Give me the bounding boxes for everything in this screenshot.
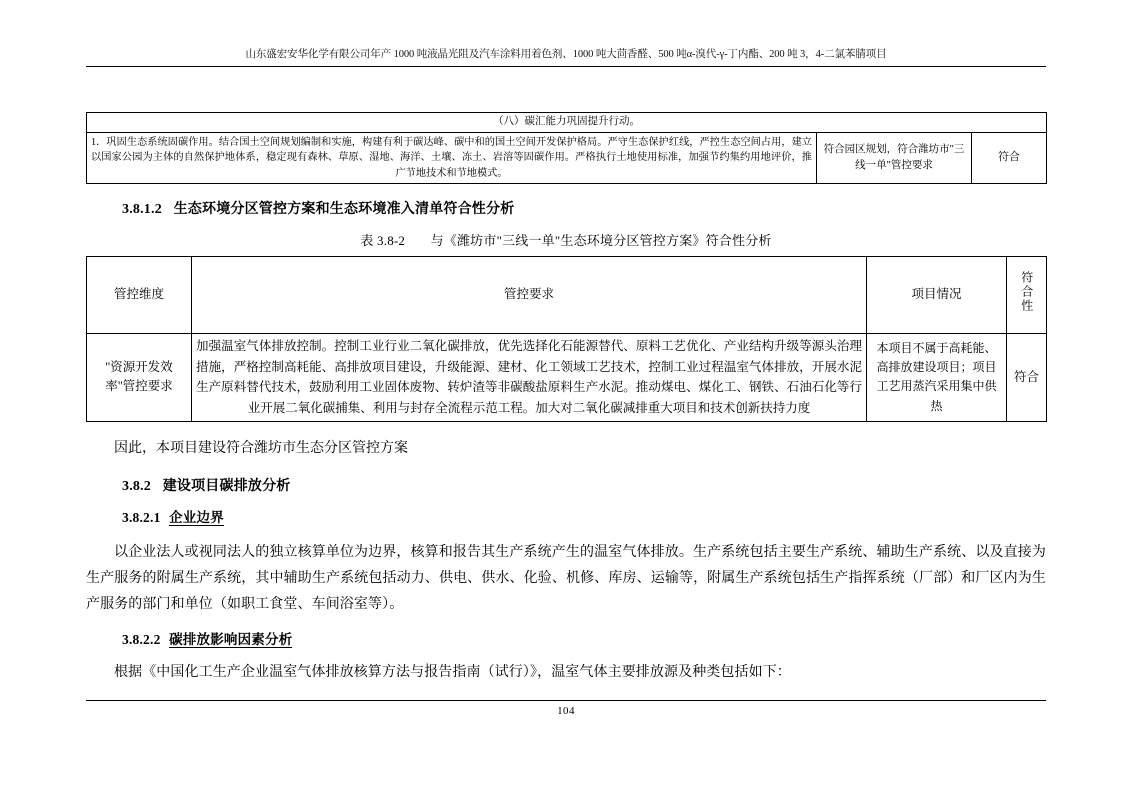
heading-3-8-2-2-title: 碳排放影响因素分析 — [169, 631, 293, 647]
carbon-sink-compliance-cell: 符合 — [972, 132, 1047, 183]
conclusion-paragraph: 因此，本项目建设符合潍坊市生态分区管控方案 — [114, 440, 408, 456]
row-project-cell: 本项目不属于高耗能、高排放建设项目；项目工艺用蒸汽采用集中供热 — [867, 334, 1007, 422]
heading-3-8-2 — [86, 477, 1046, 497]
table-3-8-2-caption — [86, 230, 1046, 249]
carbon-sink-project-cell: 符合园区规划，符合潍坊市"三线一单"管控要求 — [817, 132, 972, 183]
heading-3-8-2-1-number: 3.8.2.1 — [122, 510, 161, 526]
row-compliance-cell: 符合 — [1007, 334, 1047, 422]
heading-3-8-2-1 — [86, 509, 1046, 528]
table-row — [87, 132, 1047, 183]
heading-3-8-2-title: 建设项目碳排放分析 — [162, 478, 291, 494]
table-3-8-2-caption-label: 表 3.8-2 — [360, 233, 406, 249]
heading-3-8-1-2-title: 生态环境分区管控方案和生态环境准入清单符合性分析 — [173, 201, 515, 217]
heading-3-8-2-number: 3.8.2 — [122, 478, 151, 494]
footer-divider — [86, 700, 1046, 701]
heading-3-8-1-2-number: 3.8.1.2 — [122, 201, 162, 217]
heading-3-8-1-2 — [86, 200, 1046, 220]
heading-3-8-2-2 — [86, 631, 1046, 650]
column-header-compliance-text: 符合性 — [1019, 271, 1034, 314]
column-header-requirement: 管控要求 — [192, 257, 867, 334]
column-header-compliance — [1007, 257, 1047, 334]
paragraph-enterprise-boundary: 以企业法人或视同法人的独立核算单位为边界，核算和报告其生产系统产生的温室气体排放。生产系统包括主要生产系统、辅助生产系统、以及直接为生产服务的附属生产系统，其中辅助生产系统包括动力、供电、供水、化验、机修、库房、运输等，附属生产系统包括生产指挥系统（厂部）和厂区内为生产服务的部门和单位（如职工食堂、车间浴室等）。 — [86, 545, 1046, 613]
page-footer — [86, 700, 1046, 717]
column-header-project: 项目情况 — [867, 257, 1007, 334]
row-requirement-cell: 加强温室气体排放控制。控制工业行业二氧化碳排放，优先选择化石能源替代、原料工艺优化、产业结构升级等源头治理措施，严格控制高耗能、高排放项目建设，升级能源、建材、化工领域工艺技术，控制工业过程温室气体排放，开展水泥生产原料替代技术，鼓励利用工业固体废物、转炉渣等非碳酸盐原料生产水泥。推动煤电、煤化工、钢铁、石油石化等行业开展二氧化碳捕集、利用与封存全流程示范工程。加大对二氧化碳减排重大项目和技术创新扶持力度 — [192, 334, 867, 422]
column-header-dimension: 管控维度 — [87, 257, 192, 334]
page-number: 104 — [557, 705, 575, 717]
heading-3-8-2-1-title: 企业边界 — [169, 510, 224, 526]
table-3-8-2 — [86, 256, 1047, 421]
heading-3-8-2-2-number: 3.8.2.2 — [122, 631, 161, 647]
page-content — [86, 112, 1046, 686]
table-row — [87, 334, 1047, 422]
header-divider — [86, 66, 1046, 67]
running-header-text: 山东盛宏安华化学有限公司年产 1000 吨液晶光阻及汽车涂料用着色剂、1000 吨大茴香醛、500 吨α-溴代-γ-丁内酯、200 吨 3，4-二氯苯腈项目 — [245, 49, 887, 60]
row-dimension-cell: "资源开发效率"管控要求 — [87, 334, 192, 422]
carbon-sink-header-cell: （八）碳汇能力巩固提升行动。 — [87, 113, 1047, 133]
table-3-8-2-caption-title: 与《潍坊市"三线一单"生态环境分区管控方案》符合性分析 — [430, 233, 772, 249]
table-header-row — [87, 257, 1047, 334]
carbon-sink-requirement-cell: 1．巩固生态系统固碳作用。结合国土空间规划编制和实施，构建有利于碳达峰、碳中和的国土空间开发保护格局。严守生态保护红线，严控生态空间占用，建立以国家公园为主体的自然保护地体系，稳定现有森林、草原、湿地、海洋、土壤、冻土、岩溶等固碳作用。严格执行土地使用标准，加强节约集约用地评价，推广节地技术和节地模式。 — [87, 132, 817, 183]
paragraph-carbon-factors: 根据《中国化工生产企业温室气体排放核算方法与报告指南（试行）》，温室气体主要排放源及种类包括如下： — [114, 664, 791, 680]
table-carbon-sink — [86, 112, 1047, 184]
running-header — [86, 48, 1046, 67]
table-row — [87, 113, 1047, 133]
